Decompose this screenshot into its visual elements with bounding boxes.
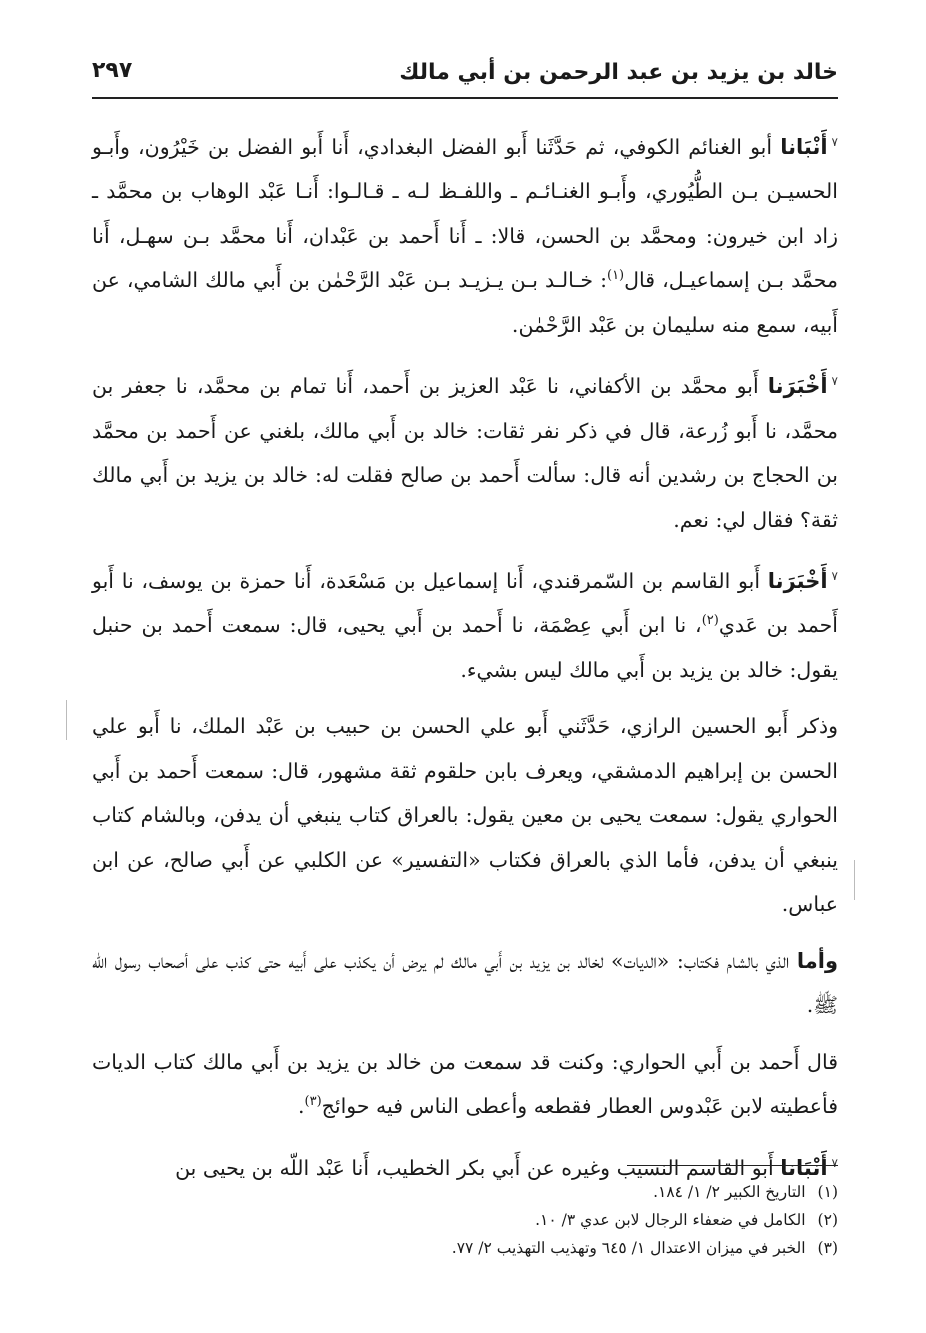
- footnote-text: التاريخ الكبير ٢/ ١/ ١٨٤.: [653, 1183, 806, 1201]
- paragraph-lead: أَخْبَرَنا: [767, 568, 828, 593]
- paragraph-1: [92, 120, 838, 347]
- paragraph-3: [92, 554, 838, 692]
- paragraph-tail: ، نا ابن أَبي عِصْمَة، نا أَحمد بن أَبي يحيى، قال: سمعت أَحمد بن حنبل يقول: خالد بن يزيد بن أَبي مالك ليس بشيء.: [92, 613, 838, 682]
- footnote-rule: [627, 1165, 838, 1166]
- paragraph-text: قال أَحمد بن أَبي الحواري: وكنت قد سمعت من خالد بن يزيد بن أَبي مالك كتاب الديات فأعطيته لابن عَبْدوس العطار فقطعه وأعطى الناس فيه حوائج: [92, 1049, 838, 1119]
- footnote-ref[interactable]: (٢): [701, 613, 719, 629]
- margin-scan-mark: [60, 700, 67, 740]
- paragraph-lead: وأما: [796, 948, 838, 973]
- paragraph-6: [92, 1040, 838, 1129]
- paragraph-marker: ٧: [831, 569, 838, 584]
- footnote-ref[interactable]: (٣): [304, 1094, 322, 1110]
- main-text: [92, 120, 838, 1202]
- paragraph-text: أَبو القاسم النسيب وغيره عن أَبي بكر الخطيب، أَنا عَبْد اللّه بن يحيى بن: [175, 1155, 781, 1180]
- paragraph-4: [92, 704, 838, 927]
- footnote-number: (٢): [817, 1211, 838, 1229]
- paragraph-tail: : خـالـد بـن يـزيـد بـن عَبْد الرَّحْمٰن بن أَبي مالك الشامي، عن أَبيه، سمع منه سليمان بن عَبْد الرَّحْمٰن.: [92, 268, 838, 337]
- page-header: [92, 52, 838, 94]
- paragraph-marker: ٧: [831, 1155, 838, 1170]
- paragraph-text: أَبو القاسم بن السّمرقندي، أَنا إسماعيل بن مَسْعَدة، أَنا حمزة بن يوسف، نا أَبو أَحمد بن عَدي: [92, 568, 838, 638]
- footnote-text: الكامل في ضعفاء الرجال لابن عدي ٣/ ١٠.: [535, 1211, 806, 1229]
- footnote-text: الخبر في ميزان الاعتدال ١/ ٦٤٥ وتهذيب التهذيب ٢/ ٧٧.: [451, 1239, 806, 1257]
- paragraph-text: أبو الغنائم الكوفي، ثم حَدَّثَنا أَبو الفضل البغدادي، أَنا أَبو الفضل بن خَيْرُون، وأَبـو الحسيـن بـن الطُّيُوري، وأَبـو الغنـائـم ـ واللفـظ لـه ـ قـالـوا: أَنـا عَبْد الوهاب بن محمَّد ـ زاد ابن خيرون: ومحمَّد بن الحسن، قالا: ـ أَنا أَحمد بن عَبْدان، أَنا محمَّد بـن سهـل، أَنا محمَّد بـن إسماعيـل، قال: [92, 134, 838, 293]
- paragraph-5: [92, 939, 838, 1028]
- margin-scan-mark: [848, 860, 855, 900]
- paragraph-lead: أَنْبَانا: [780, 1155, 828, 1180]
- paragraph-text: الذي بالشام فكتاب: «الديات» لخالد بن يزيد بن أَبي مالك لم يرض أن يكذب على أَبيه حتى كذب على أصحاب رسول الله ﷺ.: [92, 948, 838, 1018]
- footnote-number: (١): [817, 1183, 838, 1201]
- paragraph-lead: أَخْبَرَنا: [767, 374, 828, 399]
- paragraph-lead: أَنْبَانا: [780, 134, 828, 159]
- footnote-ref[interactable]: (١): [606, 268, 625, 284]
- footnote-item: [92, 1234, 838, 1262]
- page-number: ٢٩٧: [92, 58, 133, 83]
- footnote-item: [92, 1178, 838, 1206]
- paragraph-marker: ٧: [831, 374, 838, 389]
- paragraph-2: [92, 359, 838, 542]
- paragraph-text: وذكر أَبو الحسين الرازي، حَدَّثَني أَبو علي الحسن بن حبيب بن عَبْد الملك، نا أَبو علي الحسن بن إبراهيم الدمشقي، ويعرف بابن حلقوم ثقة مشهور، قال: سمعت أَحمد بن أَبي الحواري يقول: سمعت يحيى بن معين يقول: بالعراق كتاب ينبغي أن يدفن، وبالشام كتاب ينبغي أن يدفن، فأما الذي بالعراق فكتاب «التفسير» عن الكلبي عن أَبي صالح، عن ابن عباس.: [92, 714, 838, 917]
- paragraph-text: أَبو محمَّد بن الأكفاني، نا عَبْد العزيز بن أَحمد، أَنا تمام بن محمَّد، نا جعفر بن محمَّد، نا أَبو زُرعة، قال في ذكر نفر ثقات: خالد بن أَبي مالك، بلغني عن أَحمد بن محمَّد بن الحجاج بن رشدين أنه قال: سألت أَحمد بن صالح فقلت له: خالد بن يزيد بن أَبي مالك ثقة؟ فقال لي: نعم.: [92, 374, 838, 532]
- footnote-item: [92, 1206, 838, 1234]
- header-rule: [92, 97, 838, 99]
- paragraph-marker: ٧: [831, 135, 838, 149]
- footnote-number: (٣): [817, 1239, 838, 1257]
- footnotes: [92, 1178, 838, 1262]
- running-title: خالد بن يزيد بن عبد الرحمن بن أبي مالك: [399, 60, 838, 85]
- paragraph-tail: .: [297, 1094, 305, 1119]
